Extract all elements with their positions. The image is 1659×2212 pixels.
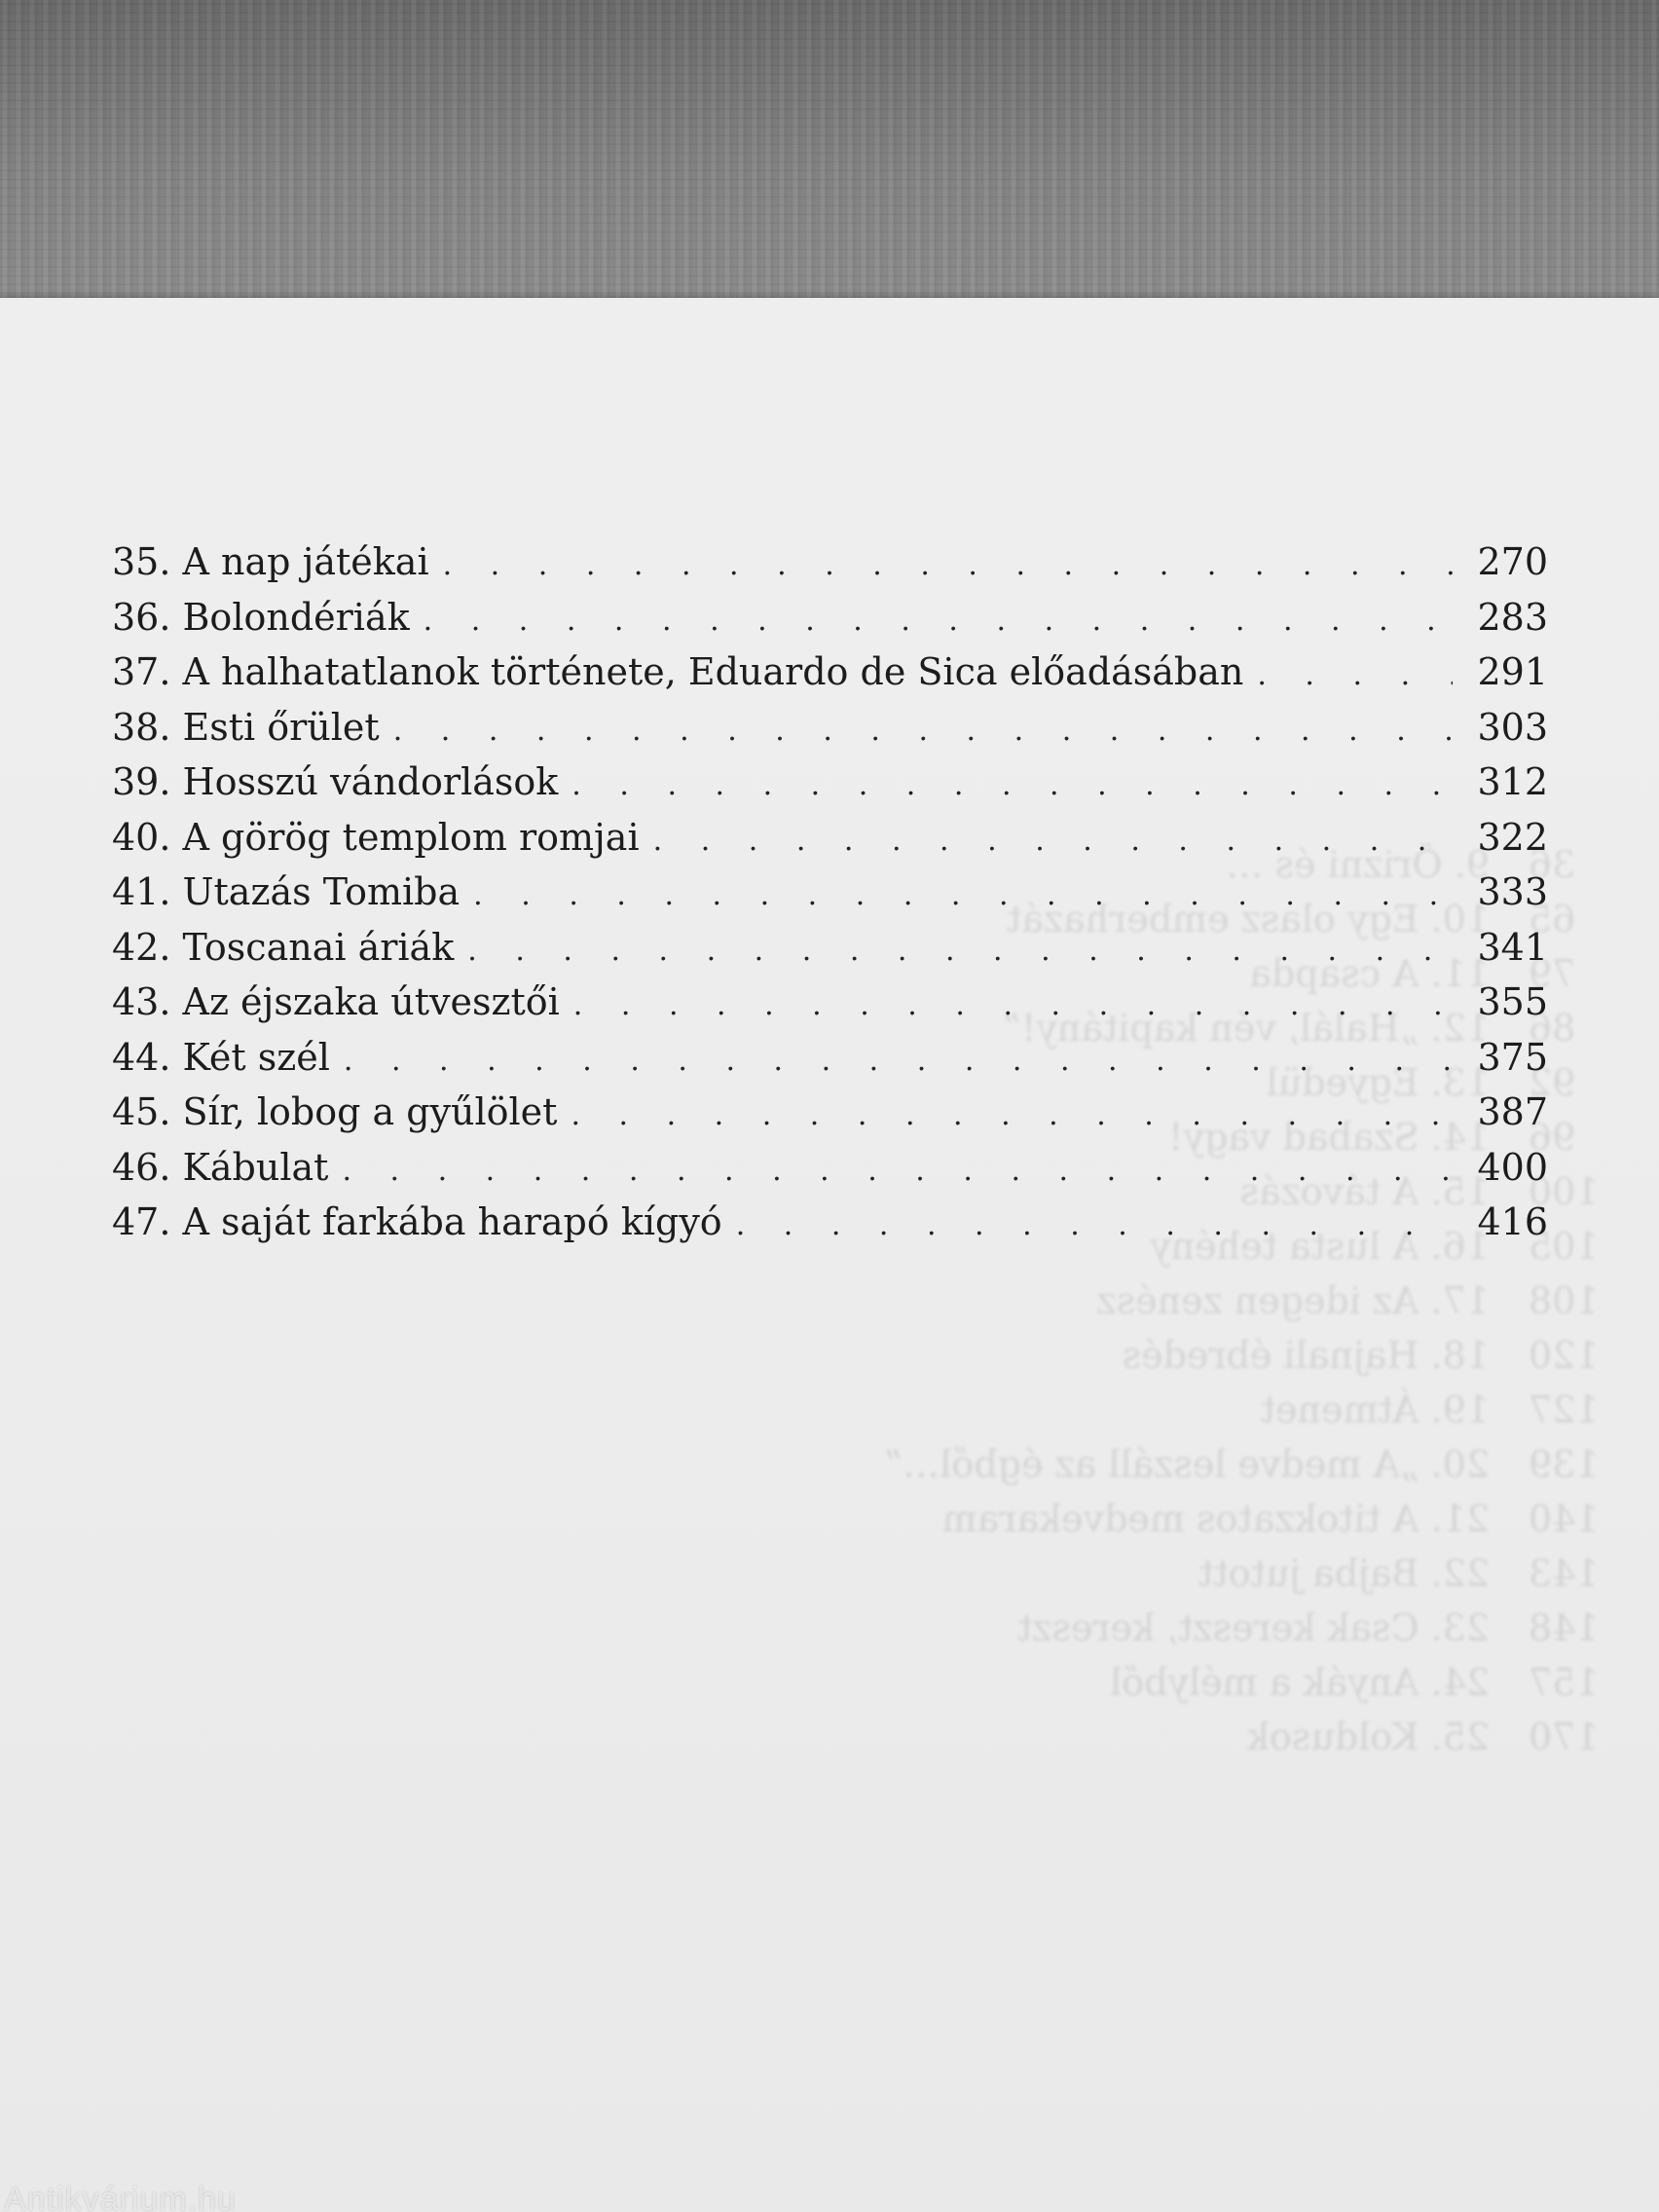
table-of-contents xyxy=(112,540,1548,1256)
toc-entry-page: 291 xyxy=(1477,650,1548,693)
toc-entry-page: 375 xyxy=(1477,1035,1548,1079)
toc-entry xyxy=(112,760,1548,816)
toc-entry xyxy=(112,870,1548,926)
toc-entry xyxy=(112,706,1548,761)
toc-dot-leader xyxy=(573,988,1453,1022)
toc-entry xyxy=(112,926,1548,981)
toc-entry-title: 47. A saját farkába harapó kígyó xyxy=(112,1200,722,1243)
toc-entry-title: 41. Utazás Tomiba xyxy=(112,870,461,913)
toc-entry xyxy=(112,1200,1548,1256)
toc-entry xyxy=(112,650,1548,706)
toc-entry-page: 283 xyxy=(1477,595,1548,639)
toc-entry-page: 270 xyxy=(1477,540,1548,583)
toc-dot-leader xyxy=(653,824,1453,858)
toc-entry-title: 40. A görög templom romjai xyxy=(112,815,640,859)
toc-dot-leader xyxy=(571,768,1453,802)
toc-entry-page: 416 xyxy=(1477,1200,1548,1243)
toc-entry-page: 400 xyxy=(1477,1145,1548,1189)
toc-entry-title: 36. Bolondériák xyxy=(112,595,410,639)
toc-entry xyxy=(112,816,1548,871)
toc-dot-leader xyxy=(1257,658,1453,692)
toc-entry xyxy=(112,540,1548,596)
toc-dot-leader xyxy=(443,548,1453,582)
toc-dot-leader xyxy=(473,878,1453,912)
toc-entry-title: 38. Esti őrület xyxy=(112,705,380,749)
toc-entry-title: 46. Kábulat xyxy=(112,1145,329,1189)
toc-entry-title: 39. Hosszú vándorlások xyxy=(112,760,559,803)
watermark: Antikvárium.hu xyxy=(4,2181,237,2212)
toc-entry-title: 37. A halhatatlanok története, Eduardo de Sica előadásában xyxy=(112,650,1244,693)
toc-entry xyxy=(112,980,1548,1036)
background-surface xyxy=(0,0,1659,312)
toc-entry-title: 42. Toscanai áriák xyxy=(112,925,455,969)
toc-entry-title: 44. Két szél xyxy=(112,1035,330,1079)
toc-entry xyxy=(112,1090,1548,1146)
toc-dot-leader xyxy=(424,604,1453,638)
bleed-through-text: 369. Őrizni és … 6510. Egy olasz emberhazát 7911. A csapda 8612. „Halál, vén kapitány!” 9213. Egyedül 9614. Szabad vagy! 10015. A távozás 10516. A lusta tehény 10817. Az idegen zenész 12018. Hajnali ébredés 12719. Átmenet 13920. „A medve leszáll az égből…” 14021. A titokzatos medvekaram 14322. Bajba jutott 14823. Csak kereszt, kereszt 15724. Anyák a mélyből 17025. Koldusok xyxy=(883,843,1600,1758)
toc-entry-title: 35. A nap játékai xyxy=(112,540,429,583)
toc-dot-leader xyxy=(571,1098,1453,1132)
toc-entry-page: 341 xyxy=(1477,925,1548,969)
toc-entry-page: 322 xyxy=(1477,815,1548,859)
toc-dot-leader xyxy=(342,1154,1453,1188)
toc-entry xyxy=(112,1146,1548,1201)
toc-entry-page: 333 xyxy=(1477,870,1548,913)
toc-entry xyxy=(112,596,1548,651)
toc-entry-title: 45. Sír, lobog a gyűlölet xyxy=(112,1090,558,1133)
toc-dot-leader xyxy=(467,934,1453,968)
toc-entry-title: 43. Az éjszaka útvesztői xyxy=(112,980,560,1023)
toc-dot-leader xyxy=(344,1044,1453,1078)
toc-entry-page: 387 xyxy=(1477,1090,1548,1133)
toc-entry-page: 303 xyxy=(1477,705,1548,749)
toc-entry xyxy=(112,1036,1548,1091)
toc-entry-page: 312 xyxy=(1477,760,1548,803)
toc-entry-page: 355 xyxy=(1477,980,1548,1023)
toc-dot-leader xyxy=(736,1208,1453,1242)
toc-dot-leader xyxy=(393,714,1453,748)
